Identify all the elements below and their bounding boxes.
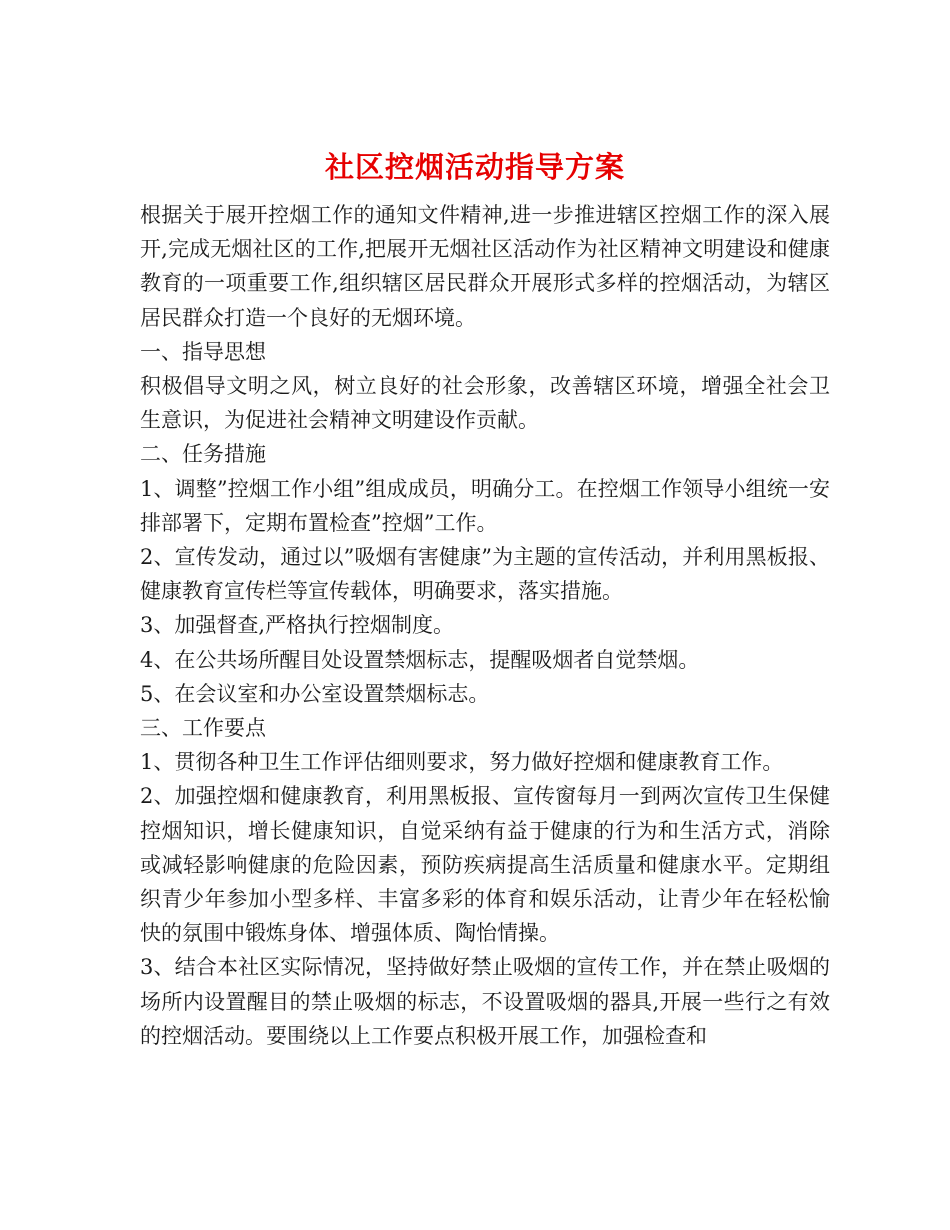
work-point-item-1: 1、贯彻各种卫生工作评估细则要求，努力做好控烟和健康教育工作。 bbox=[140, 750, 784, 775]
work-point-item-2: 2、加强控烟和健康教育，利用黑板报、宣传窗每月一到两次宣传卫生保健控烟知识，增长健康知识，自觉采纳有益于健康的行为和生活方式，消除或减轻影响健康的危险因素，预防疾病提高生活质量和健康水平。定期组织青少年参加小型多样、丰富多彩的体育和娱乐活动，让青少年在轻松愉快的氛围中锻炼身体、增强体质、陶怡情操。 bbox=[140, 784, 830, 946]
page-title: 社区控烟活动指导方案 bbox=[324, 150, 625, 185]
task-measure-item-3: 3、加强督查,严格执行控烟制度。 bbox=[140, 613, 455, 638]
intro-paragraph: 根据关于展开控烟工作的通知文件精神,进一步推进辖区控烟工作的深入展开,完成无烟社区的工作,把展开无烟社区活动作为社区精神文明建设和健康教育的一项重要工作,组织辖区居民群众开展形式多样的控烟活动，为辖区居民群众打造一个良好的无烟环境。 bbox=[140, 203, 830, 330]
guiding-thought-paragraph: 积极倡导文明之风，树立良好的社会形象，改善辖区环境，增强全社会卫生意识，为促进社会精神文明建设作贡献。 bbox=[140, 374, 830, 433]
document-body bbox=[140, 198, 830, 1053]
task-measure-item-4: 4、在公共场所醒目处设置禁烟标志，提醒吸烟者自觉禁烟。 bbox=[140, 647, 700, 672]
task-measure-item-2: 2、宣传发动，通过以”吸烟有害健康”为主题的宣传活动，并利用黑板报、健康教育宣传栏等宣传载体，明确要求，落实措施。 bbox=[140, 545, 830, 604]
work-point-item-3: 3、结合本社区实际情况，坚持做好禁止吸烟的宣传工作，并在禁止吸烟的场所内设置醒目的禁止吸烟的标志，不设置吸烟的器具,开展一些行之有效的控烟活动。要围绕以上工作要点积极开展工作，加强检查和 bbox=[140, 955, 830, 1048]
section-heading-task-measures: 二、任务措施 bbox=[140, 442, 266, 467]
task-measure-item-5: 5、在会议室和办公室设置禁烟标志。 bbox=[140, 681, 490, 706]
task-measure-item-1: 1、调整”控烟工作小组”组成成员，明确分工。在控烟工作领导小组统一安排部署下，定期布置检查”控烟”工作。 bbox=[140, 476, 830, 535]
section-heading-work-points: 三、工作要点 bbox=[140, 716, 266, 741]
section-heading-guiding-thought: 一、指导思想 bbox=[140, 339, 266, 364]
